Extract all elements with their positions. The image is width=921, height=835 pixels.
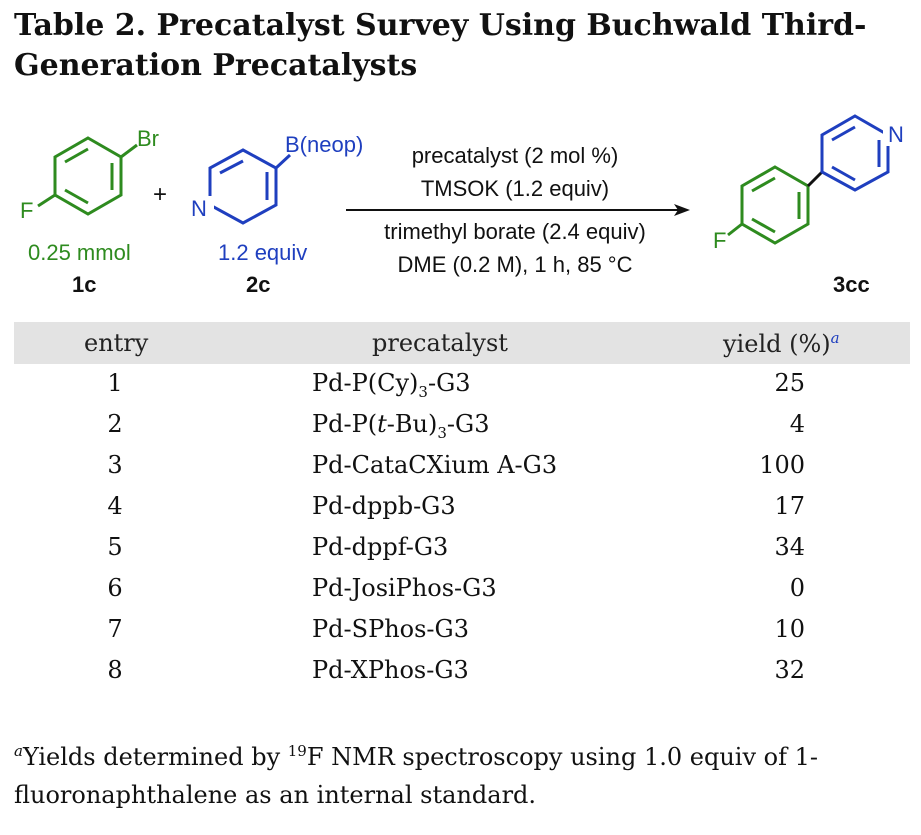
amount-1c: 0.25 mmol — [28, 240, 131, 265]
table-footnote — [14, 732, 914, 814]
footnote-line-1 — [14, 732, 914, 776]
atom-n-2c: N — [191, 196, 207, 221]
atom-b-2c: B(neop) — [285, 132, 364, 157]
table-row — [0, 369, 921, 409]
header-yield-label: yield (%) — [723, 330, 831, 358]
structure-2c — [210, 150, 290, 223]
plus-sign: + — [153, 181, 168, 208]
yield-cell: 100 — [759, 451, 805, 479]
title-line-1: Table 2. Precatalyst Survey Using Buchwald Third- — [14, 8, 867, 43]
yield-cell: 25 — [774, 369, 805, 397]
atom-f-3cc: F — [713, 228, 727, 253]
precatalyst-cell: Pd-CataCXium A-G3 — [312, 451, 558, 479]
entry-cell: 8 — [107, 656, 123, 684]
footnote-mark: a — [14, 742, 23, 760]
header-yield — [723, 329, 840, 358]
atom-br-1c: Br — [137, 126, 159, 151]
yield-cell: 10 — [774, 615, 805, 643]
compound-id-1c: 1c — [72, 272, 97, 297]
table-row — [0, 533, 921, 573]
footnote-text-a: Yields determined by — [22, 743, 288, 771]
condition-solvent: DME (0.2 M), 1 h, 85 °C — [397, 252, 633, 277]
table-title — [14, 6, 914, 86]
isotope-mass: 19 — [287, 742, 307, 760]
table-row — [0, 656, 921, 696]
entry-cell: 2 — [107, 410, 123, 438]
entry-cell: 7 — [107, 615, 123, 643]
footnote-text-b: F NMR spectroscopy using 1.0 equiv of 1- — [306, 743, 818, 771]
header-precatalyst: precatalyst — [372, 329, 508, 357]
yield-cell: 32 — [774, 656, 805, 684]
entry-cell: 6 — [107, 574, 123, 602]
title-line-2: Generation Precatalysts — [14, 48, 418, 83]
table-row — [0, 492, 921, 532]
precatalyst-cell: $Pd-P(t-Bu)_3-G3$ — [312, 410, 490, 442]
entry-cell: 5 — [107, 533, 123, 561]
yield-cell: 4 — [789, 410, 805, 438]
yield-cell: 0 — [789, 574, 805, 602]
entry-cell: 3 — [107, 451, 123, 479]
precatalyst-cell: Pd-dppb-G3 — [312, 492, 456, 520]
yield-cell: 34 — [774, 533, 805, 561]
condition-additive: trimethyl borate (2.4 equiv) — [384, 219, 646, 244]
table-row — [0, 615, 921, 655]
yield-cell: 17 — [774, 492, 805, 520]
table-row — [0, 574, 921, 614]
footnote-marker-a: a — [830, 329, 840, 347]
compound-id-3cc: 3cc — [833, 272, 870, 297]
precatalyst-cell: Pd-SPhos-G3 — [312, 615, 469, 643]
precatalyst-cell: Pd-JosiPhos-G3 — [312, 574, 497, 602]
atom-n-3cc: N — [888, 122, 904, 147]
entry-cell: 4 — [107, 492, 123, 520]
table-row — [0, 410, 921, 450]
structure-3cc — [728, 116, 888, 243]
structure-1c — [38, 138, 137, 214]
table-row — [0, 451, 921, 491]
amount-2c: 1.2 equiv — [218, 240, 308, 265]
condition-catalyst: precatalyst (2 mol %) — [411, 143, 619, 168]
precatalyst-cell: Pd-XPhos-G3 — [312, 656, 469, 684]
precatalyst-cell: Pd-dppf-G3 — [312, 533, 449, 561]
footnote-line-2: fluoronaphthalene as an internal standard. — [14, 781, 537, 809]
reaction-scheme — [0, 110, 921, 310]
header-entry: entry — [84, 329, 149, 357]
condition-base: TMSOK (1.2 equiv) — [420, 176, 610, 201]
precatalyst-cell: $Pd-P(Cy)_3-G3$ — [312, 369, 471, 401]
compound-id-2c: 2c — [246, 272, 271, 297]
entry-cell: 1 — [107, 369, 123, 397]
atom-f-1c: F — [20, 198, 34, 223]
reaction-scheme-drawing — [0, 110, 921, 310]
